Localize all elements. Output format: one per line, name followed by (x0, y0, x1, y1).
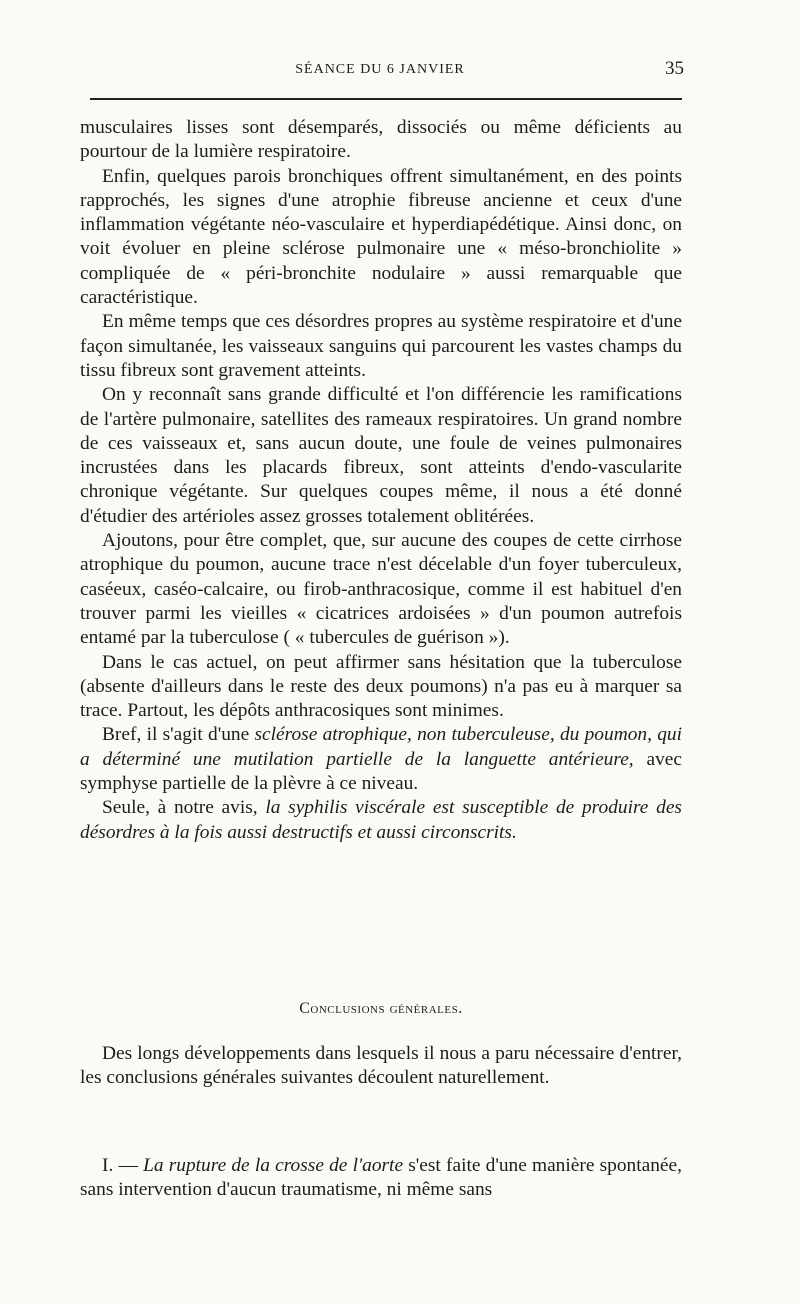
section-heading (80, 1000, 682, 1018)
paragraph-text: musculaires lisses sont désemparés, dissociés ou même déficients au pourtour de la lumière respiratoire. (80, 117, 682, 163)
conclusion-item-1 (80, 1154, 682, 1203)
section-heading-text: Conclusions générales. (299, 1000, 463, 1017)
conclusion-rest: s'est faite d'une manière spontanée, sans intervention d'aucun traumatisme, ni même sans (80, 1155, 682, 1201)
paragraph (80, 383, 682, 529)
page-header (80, 58, 684, 88)
paragraph-text: Seule, à notre avis, (102, 797, 266, 819)
paragraph (80, 310, 682, 383)
paragraph-text: Bref, il s'agit d'une (102, 724, 255, 746)
paragraph (80, 529, 682, 650)
paragraph-text: On y reconnaît sans grande difficulté et l'on différencie les ramifications de l'artère pulmonaire, satellites des rameaux respiratoires. Un grand nombre de ces vaisseaux et, sans aucun doute, une foule de veines pulmonaires incrustées dans les placards fibreux, sont atteints d'endo-vascularite chronique végétante. Sur quelques coupes même, il nous a été donné d'étudier des artérioles assez grosses totalement oblitérées. (80, 384, 682, 527)
paragraph-text: Dans le cas actuel, on peut affirmer sans hésitation que la tuberculose (absente d'ailleurs dans le reste des deux poumons) n'a pas eu à marquer sa trace. Partout, les dépôts anthracosiques sont minimes. (80, 651, 682, 722)
paragraph (80, 651, 682, 724)
intro-paragraph: Des longs développements dans lesquels il nous a paru nécessaire d'entrer, les conclusions générales suivantes découlent naturellement. (80, 1043, 682, 1089)
paragraph (80, 723, 682, 796)
intro-paragraph-block (80, 1042, 682, 1091)
page-number: 35 (665, 58, 684, 79)
body-text (80, 116, 682, 845)
paragraph-text: En même temps que ces désordres propres au système respiratoire et d'une façon simultanée, les vaisseaux sanguins qui parcourent les vastes champs du tissu fibreux sont gravement atteints. (80, 311, 682, 381)
conclusion-block (80, 1154, 682, 1203)
running-title: SÉANCE DU 6 JANVIER (295, 62, 465, 77)
paragraph (80, 796, 682, 845)
header-rule (90, 98, 682, 100)
italic-text: sclérose atrophique, non tuberculeuse, du poumon, qui a déterminé une mutilation partielle de la languette antérieure, (80, 724, 682, 770)
paragraph-text: Ajoutons, pour être complet, que, sur aucune des coupes de cette cirrhose atrophique du poumon, aucune trace n'est décelable d'un foyer tuberculeux, caséeux, caséo-calcaire, ou firob-anthracosique, comme il est habituel d'en trouver parmi les vieilles « cicatrices ardoisées » d'un poumon autrefois entamé par la tuberculose ( « tubercules de guérison »). (80, 530, 682, 649)
paragraph (80, 116, 682, 165)
paragraph (80, 165, 682, 311)
italic-text: la syphilis viscérale est susceptible de produire des désordres à la fois aussi destructifs et aussi circonscrits. (80, 797, 682, 843)
paragraph-text: avec symphyse partielle de la plèvre à ce niveau. (80, 748, 682, 795)
conclusion-italic: La rupture de la crosse de l'aorte (143, 1155, 404, 1176)
paragraph-text: Enfin, quelques parois bronchiques offrent simultanément, en des points rapprochés, les signes d'une atrophie fibreuse ancienne et ceux d'une inflammation végétante néo-vasculaire et hyperdiapédétique. Ainsi donc, on voit évoluer en pleine sclérose pulmonaire une « méso-bronchiolite » compliquée de « péri-bronchite nodulaire » aussi remarquable que caractéristique. (80, 165, 682, 309)
conclusion-label: I. — (102, 1155, 144, 1176)
